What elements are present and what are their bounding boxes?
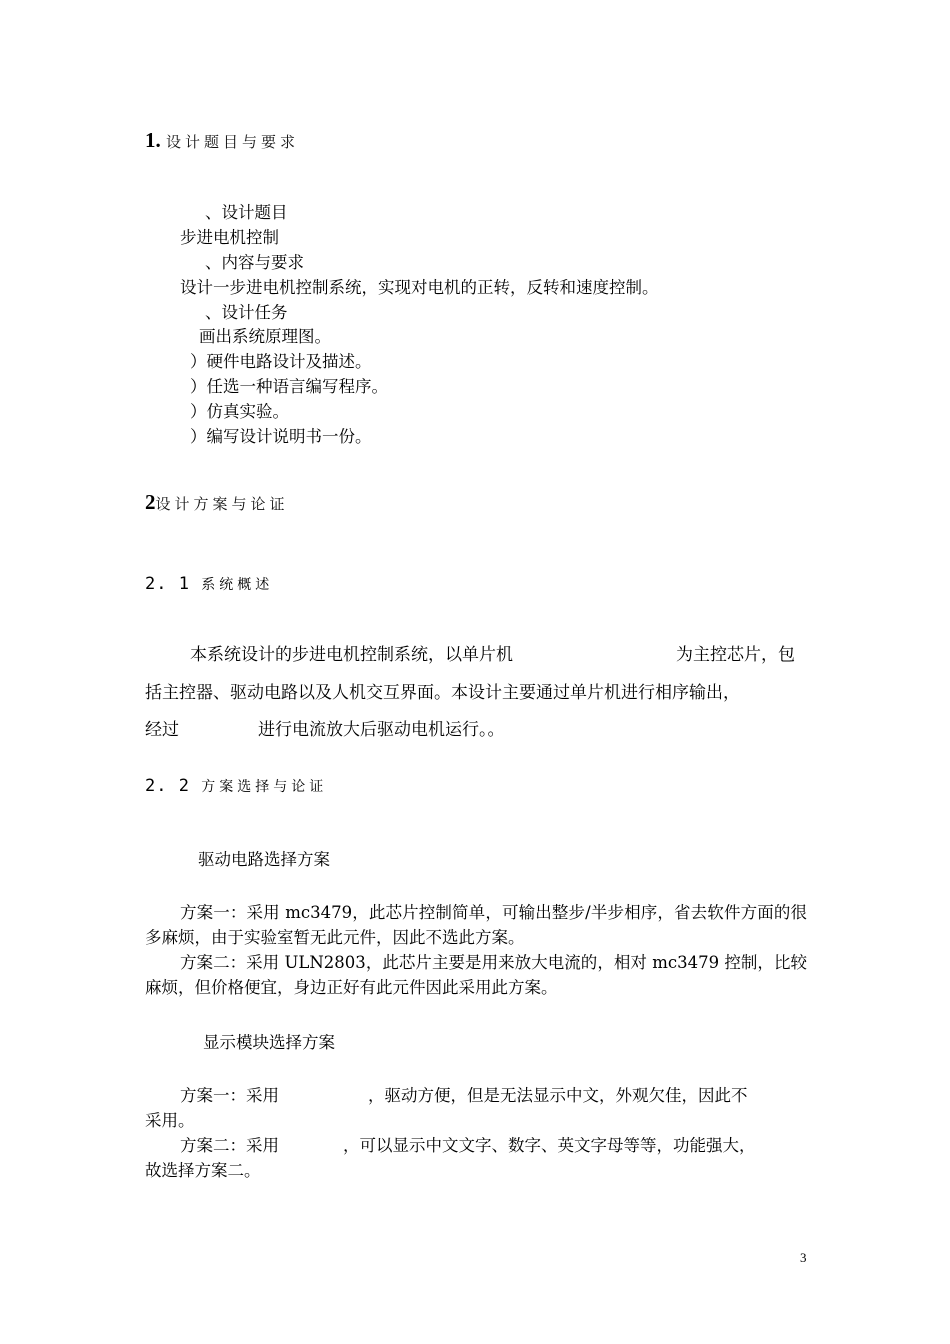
display-module-heading: 显示模块选择方案 [203,1033,335,1052]
overview-line-3a: 经过 [145,720,179,740]
topic-label: 、设计题目 [205,203,288,222]
drive-option-2: 方案二：采用 ULN2803，此芯片主要是用来放大电流的，相对 mc3479 控制，比较麻烦，但价格便宜，身边正好有此元件因此采用此方案。 [145,953,807,997]
section-1-title: 设计题目与要求 [166,133,300,151]
display-option-1c: 采用。 [145,1111,195,1130]
subsection-2-1-number: 2. 1 [145,574,190,594]
display-option-2c: 故选择方案二。 [145,1161,261,1180]
topic-text: 步进电机控制 [180,228,279,247]
section-2-number: 2 [145,490,156,514]
section-1-heading [145,128,299,153]
drive-circuit-heading: 驱动电路选择方案 [198,850,330,869]
overview-line-3b: 进行电流放大后驱动电机运行。。 [258,720,505,740]
subsection-2-1-title: 系统概述 [201,577,274,593]
display-option-1b: ，驱动方便，但是无法显示中文，外观欠佳，因此不 [368,1086,748,1105]
drive-option-1: 方案一：采用 mc3479，此芯片控制简单，可输出整步/半步相序，省去软件方面的很多麻烦，由于实验室暂无此元件，因此不选此方案。 [145,903,807,947]
section-1-number: 1. [145,128,161,152]
subsection-2-2-title: 方案选择与论证 [201,779,328,795]
overview-line-1a: 本系统设计的步进电机控制系统，以单片机 [190,645,513,665]
task-item: ）任选一种语言编写程序。 [190,377,388,396]
overview-line-1b: 为主控芯片，包 [676,645,795,665]
page-number: 3 [800,1250,807,1265]
subsection-2-2-heading [145,776,327,796]
content-label: 、内容与要求 [205,253,304,272]
display-option-2b: ，可以显示中文文字、数字、英文字母等等，功能强大， [343,1136,756,1155]
section-2-title: 设计方案与论证 [155,495,289,513]
display-option-1a: 方案一：采用 [180,1086,279,1105]
task-item: ）编写设计说明书一份。 [190,427,372,446]
subsection-2-1-heading [145,574,273,594]
display-option-2a: 方案二：采用 [180,1136,279,1155]
task-item: 画出系统原理图。 [199,327,331,346]
section-2-heading [145,490,289,515]
content-text: 设计一步进电机控制系统，实现对电机的正转，反转和速度控制。 [180,278,659,297]
overview-line-2: 括主控器、驱动电路以及人机交互界面。本设计主要通过单片机进行相序输出， [145,683,740,703]
task-item: ）硬件电路设计及描述。 [190,352,372,371]
subsection-2-2-number: 2. 2 [145,776,190,796]
task-label: 、设计任务 [205,303,288,322]
task-item: ）仿真实验。 [190,402,289,421]
